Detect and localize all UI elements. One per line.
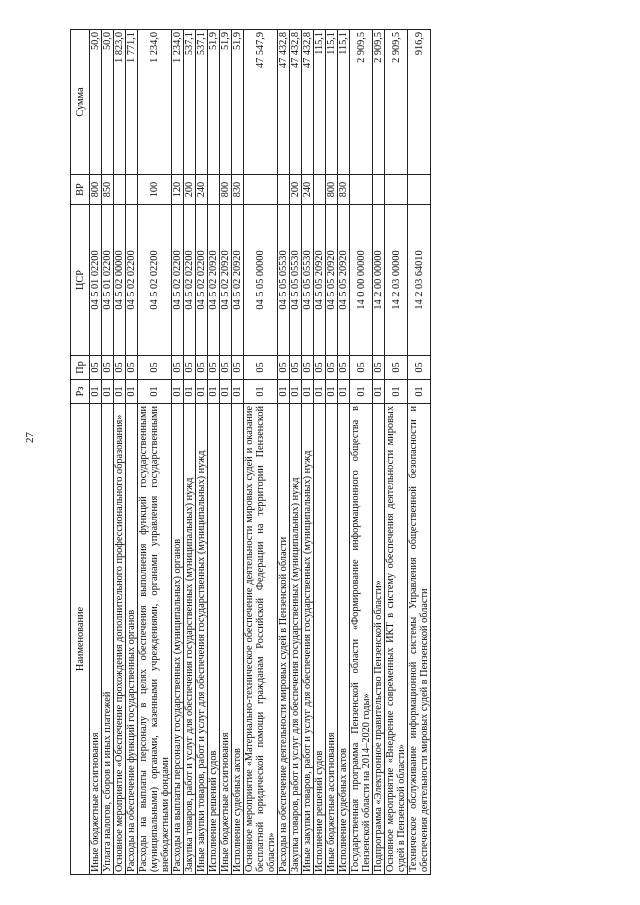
cell-rz: 01 xyxy=(102,380,114,404)
table-row xyxy=(184,30,196,875)
cell-sum: 537,1 xyxy=(196,30,208,175)
table-row xyxy=(302,30,314,875)
cell-pr: 05 xyxy=(338,356,350,380)
cell-name: Основное мероприятие «Материально-техническое обеспечение деятельности мировых судей и оказание бесплатной юридической помощи гражданам Российской Федерации на территории Пензенской области» xyxy=(244,404,278,875)
cell-pr: 05 xyxy=(290,356,302,380)
cell-csr: 04 5 05 05530 xyxy=(278,205,290,356)
cell-pr: 05 xyxy=(138,356,172,380)
table-row xyxy=(220,30,232,875)
cell-pr: 05 xyxy=(220,356,232,380)
header-rz: Рз xyxy=(71,380,90,404)
cell-csr: 04 5 02 02200 xyxy=(196,205,208,356)
cell-csr: 04 5 01 02200 xyxy=(90,205,102,356)
cell-name: Иные бюджетные ассигнования xyxy=(220,404,232,875)
cell-name: Исполнение решений судов xyxy=(314,404,326,875)
table-row xyxy=(196,30,208,875)
table-row xyxy=(408,30,431,875)
cell-sum: 115,1 xyxy=(338,30,350,175)
cell-vr xyxy=(244,175,278,205)
cell-pr: 05 xyxy=(102,356,114,380)
cell-csr: 14 2 03 00000 xyxy=(385,205,408,356)
cell-csr: 04 5 02 02200 xyxy=(184,205,196,356)
header-row xyxy=(71,30,90,875)
cell-csr: 04 5 05 20920 xyxy=(338,205,350,356)
cell-rz: 01 xyxy=(278,380,290,404)
cell-pr: 05 xyxy=(126,356,138,380)
cell-vr xyxy=(114,175,126,205)
cell-sum: 2 909,5 xyxy=(350,30,373,175)
cell-vr xyxy=(126,175,138,205)
cell-csr: 04 5 02 02200 xyxy=(138,205,172,356)
cell-rz: 01 xyxy=(244,380,278,404)
cell-csr: 04 5 02 02200 xyxy=(172,205,184,356)
table-row xyxy=(90,30,102,875)
cell-csr: 04 5 02 02200 xyxy=(126,205,138,356)
cell-name: Иные закупки товаров, работ и услуг для обеспечения государственных (муниципальных) нужд xyxy=(196,404,208,875)
cell-name: Основное мероприятие «Внедрение современных ИКТ в систему обеспечения деятельности мировых судей в Пензенской области» xyxy=(385,404,408,875)
cell-name: Закупка товаров, работ и услуг для обеспечения государственных (муниципальных) нужд xyxy=(290,404,302,875)
table-row xyxy=(114,30,126,875)
cell-sum: 47 547,9 xyxy=(244,30,278,175)
budget-table xyxy=(70,29,431,875)
cell-sum: 47 432,8 xyxy=(302,30,314,175)
cell-name: Расходы на обеспечение деятельности мировых судей в Пензенской области xyxy=(278,404,290,875)
cell-pr: 05 xyxy=(373,356,385,380)
table-row xyxy=(278,30,290,875)
cell-name: Расходы на выплаты персоналу в целях обеспечения выполнения функций государственными (муниципальными) органами, казенными учреждениями, органами управления государственными внебюджетными фондами xyxy=(138,404,172,875)
cell-vr: 830 xyxy=(232,175,244,205)
cell-pr: 05 xyxy=(302,356,314,380)
table-row xyxy=(385,30,408,875)
cell-vr xyxy=(350,175,373,205)
cell-pr: 05 xyxy=(196,356,208,380)
cell-vr xyxy=(408,175,431,205)
cell-sum: 115,1 xyxy=(326,30,338,175)
table-row xyxy=(314,30,326,875)
cell-pr: 05 xyxy=(314,356,326,380)
table-row xyxy=(244,30,278,875)
table-row xyxy=(326,30,338,875)
cell-sum: 916,9 xyxy=(408,30,431,175)
cell-sum: 47 432,8 xyxy=(290,30,302,175)
cell-pr: 05 xyxy=(326,356,338,380)
page-number: 27 xyxy=(24,432,36,443)
cell-csr: 14 2 03 64010 xyxy=(408,205,431,356)
cell-name: Иные бюджетные ассигнования xyxy=(90,404,102,875)
cell-csr: 04 5 05 20920 xyxy=(326,205,338,356)
cell-csr: 04 5 02 20920 xyxy=(232,205,244,356)
cell-sum: 115,1 xyxy=(314,30,326,175)
cell-csr: 04 5 05 05530 xyxy=(290,205,302,356)
cell-rz: 01 xyxy=(314,380,326,404)
cell-sum: 51,9 xyxy=(220,30,232,175)
rotated-page xyxy=(70,30,550,875)
cell-pr: 05 xyxy=(385,356,408,380)
cell-vr: 850 xyxy=(102,175,114,205)
header-csr: ЦСР xyxy=(71,205,90,356)
cell-vr: 100 xyxy=(138,175,172,205)
cell-rz: 01 xyxy=(326,380,338,404)
cell-sum: 1 823,0 xyxy=(114,30,126,175)
header-sum: Сумма xyxy=(71,30,90,175)
cell-pr: 05 xyxy=(350,356,373,380)
cell-vr: 200 xyxy=(184,175,196,205)
cell-sum: 51,9 xyxy=(208,30,220,175)
cell-rz: 01 xyxy=(338,380,350,404)
cell-pr: 05 xyxy=(232,356,244,380)
cell-csr: 04 5 01 02200 xyxy=(102,205,114,356)
cell-name: Государственная программа Пензенской области «Формирование информационного общества в Пензенской области на 2014–2020 годы» xyxy=(350,404,373,875)
header-pr: Пр xyxy=(71,356,90,380)
cell-sum: 50,0 xyxy=(90,30,102,175)
cell-vr: 120 xyxy=(172,175,184,205)
cell-rz: 01 xyxy=(290,380,302,404)
cell-pr: 05 xyxy=(278,356,290,380)
cell-pr: 05 xyxy=(244,356,278,380)
cell-rz: 01 xyxy=(232,380,244,404)
cell-vr: 800 xyxy=(90,175,102,205)
cell-csr: 04 5 05 00000 xyxy=(244,205,278,356)
cell-rz: 01 xyxy=(172,380,184,404)
cell-sum: 537,1 xyxy=(184,30,196,175)
cell-vr xyxy=(373,175,385,205)
table-row xyxy=(172,30,184,875)
cell-rz: 01 xyxy=(350,380,373,404)
cell-vr xyxy=(208,175,220,205)
cell-vr xyxy=(385,175,408,205)
cell-pr: 05 xyxy=(208,356,220,380)
cell-vr xyxy=(278,175,290,205)
cell-rz: 01 xyxy=(184,380,196,404)
cell-name: Закупка товаров, работ и услуг для обеспечения государственных (муниципальных) нужд xyxy=(184,404,196,875)
cell-pr: 05 xyxy=(114,356,126,380)
cell-rz: 01 xyxy=(90,380,102,404)
cell-pr: 05 xyxy=(184,356,196,380)
cell-pr: 05 xyxy=(172,356,184,380)
cell-name: Подпрограмма «Электронное правительство Пензенской области» xyxy=(373,404,385,875)
cell-sum: 2 909,5 xyxy=(373,30,385,175)
cell-vr: 200 xyxy=(290,175,302,205)
cell-name: Иные закупки товаров, работ и услуг для обеспечения государственных (муниципальных) нужд xyxy=(302,404,314,875)
cell-rz: 01 xyxy=(385,380,408,404)
table-row xyxy=(102,30,114,875)
cell-rz: 01 xyxy=(196,380,208,404)
header-vr: ВР xyxy=(71,175,90,205)
cell-pr: 05 xyxy=(90,356,102,380)
cell-name: Исполнение решений судов xyxy=(208,404,220,875)
cell-sum: 50,0 xyxy=(102,30,114,175)
header-name: Наименование xyxy=(71,404,90,875)
cell-pr: 05 xyxy=(408,356,431,380)
cell-vr: 240 xyxy=(196,175,208,205)
cell-sum: 2 909,5 xyxy=(385,30,408,175)
cell-sum: 1 234,0 xyxy=(172,30,184,175)
table-row xyxy=(338,30,350,875)
cell-name: Основное мероприятие «Обеспечение прохождения дополнительного профессионального образования» xyxy=(114,404,126,875)
cell-name: Исполнение судебных актов xyxy=(232,404,244,875)
cell-sum: 47 432,8 xyxy=(278,30,290,175)
cell-rz: 01 xyxy=(373,380,385,404)
cell-vr: 800 xyxy=(220,175,232,205)
cell-rz: 01 xyxy=(138,380,172,404)
cell-rz: 01 xyxy=(302,380,314,404)
cell-sum: 1 234,0 xyxy=(138,30,172,175)
cell-vr xyxy=(314,175,326,205)
table-body xyxy=(90,30,431,875)
cell-csr: 14 2 00 00000 xyxy=(373,205,385,356)
cell-name: Расходы на обеспечение функций государственных органов xyxy=(126,404,138,875)
cell-sum: 51,9 xyxy=(232,30,244,175)
cell-csr: 04 5 05 05530 xyxy=(302,205,314,356)
cell-rz: 01 xyxy=(126,380,138,404)
table-row xyxy=(126,30,138,875)
cell-name: Расходы на выплаты персоналу государственных (муниципальных) органов xyxy=(172,404,184,875)
cell-vr: 830 xyxy=(338,175,350,205)
cell-csr: 04 5 05 20920 xyxy=(314,205,326,356)
cell-name: Иные бюджетные ассигнования xyxy=(326,404,338,875)
cell-csr: 04 5 02 00000 xyxy=(114,205,126,356)
cell-sum: 1 771,1 xyxy=(126,30,138,175)
cell-csr: 04 5 02 20920 xyxy=(220,205,232,356)
cell-rz: 01 xyxy=(208,380,220,404)
table-row xyxy=(350,30,373,875)
cell-vr: 240 xyxy=(302,175,314,205)
table-row xyxy=(290,30,302,875)
cell-rz: 01 xyxy=(114,380,126,404)
table-row xyxy=(232,30,244,875)
cell-csr: 14 0 00 00000 xyxy=(350,205,373,356)
table-row xyxy=(208,30,220,875)
cell-name: Исполнение судебных актов xyxy=(338,404,350,875)
cell-name: Техническое обслуживание информационной системы Управления общественной безопасности и обеспечения деятельности мировых судей в Пензенской области xyxy=(408,404,431,875)
cell-name: Уплата налогов, сборов и иных платежей xyxy=(102,404,114,875)
table-row xyxy=(138,30,172,875)
cell-vr: 800 xyxy=(326,175,338,205)
cell-csr: 04 5 02 20920 xyxy=(208,205,220,356)
table-row xyxy=(373,30,385,875)
cell-rz: 01 xyxy=(408,380,431,404)
cell-rz: 01 xyxy=(220,380,232,404)
